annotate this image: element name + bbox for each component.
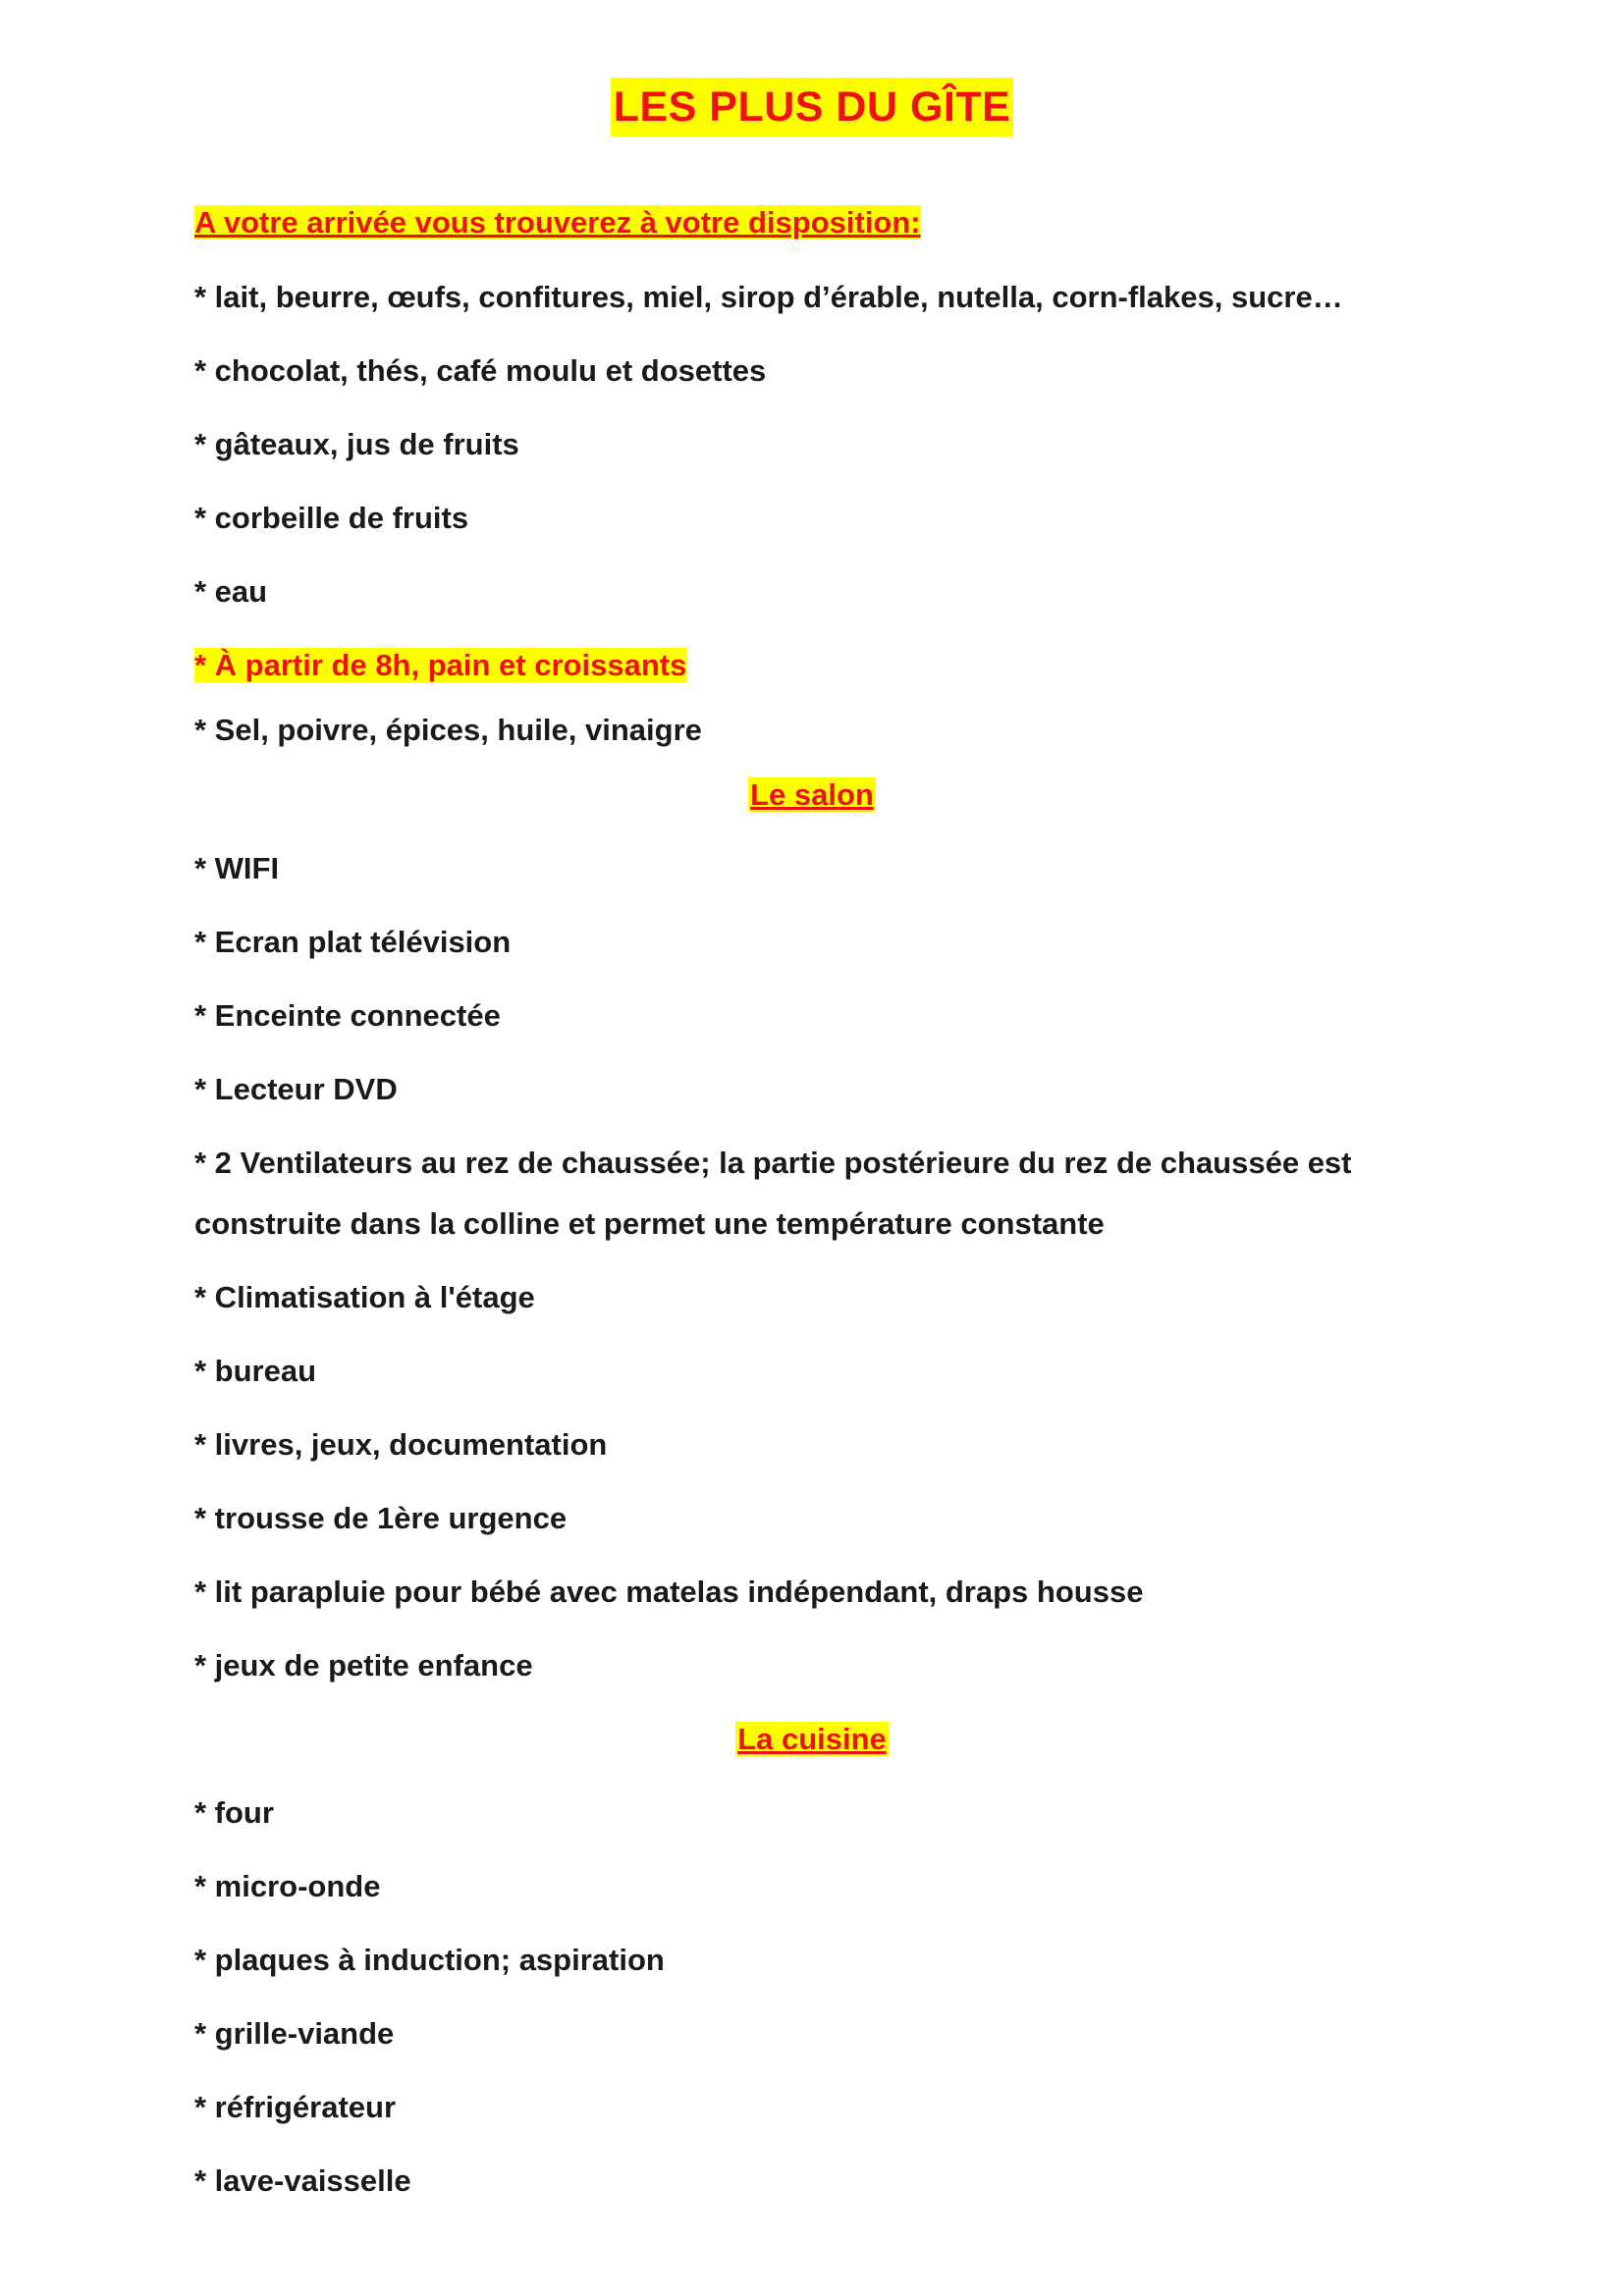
- arrival-heading-text: A votre arrivée vous trouverez à votre disposition:: [194, 205, 921, 240]
- salon-item: * bureau: [194, 1354, 317, 1388]
- salon-heading-text: Le salon: [750, 777, 874, 812]
- cuisine-heading: [0, 1720, 1624, 1759]
- salon-item-continuation: construite dans la colline et permet une température constante: [194, 1206, 1105, 1241]
- salon-item: * lit parapluie pour bébé avec matelas indépendant, draps housse: [194, 1575, 1144, 1609]
- arrival-item: * gâteaux, jus de fruits: [194, 427, 519, 461]
- salon-heading: [0, 775, 1624, 815]
- title-wrapper: [0, 78, 1624, 136]
- salon-item: * Enceinte connectée: [194, 998, 501, 1033]
- cuisine-heading-text: La cuisine: [737, 1722, 887, 1756]
- salon-item: * Ecran plat télévision: [194, 925, 512, 959]
- arrival-item: * Sel, poivre, épices, huile, vinaigre: [194, 713, 702, 747]
- arrival-item: * chocolat, thés, café moulu et dosettes: [194, 353, 767, 388]
- salon-item: * Climatisation à l'étage: [194, 1280, 535, 1314]
- cuisine-item: * plaques à induction; aspiration: [194, 1943, 665, 1977]
- arrival-heading: [194, 203, 921, 242]
- cuisine-item: * micro-onde: [194, 1869, 381, 1903]
- cuisine-item: * four: [194, 1795, 274, 1830]
- cuisine-item: * grille-viande: [194, 2016, 395, 2051]
- arrival-item: * lait, beurre, œufs, confitures, miel, sirop d’érable, nutella, corn-flakes, sucre…: [194, 280, 1343, 314]
- cuisine-item: * réfrigérateur: [194, 2090, 397, 2124]
- salon-item: * 2 Ventilateurs au rez de chaussée; la partie postérieure du rez de chaussée est: [194, 1146, 1352, 1180]
- salon-item: * jeux de petite enfance: [194, 1648, 533, 1682]
- salon-item: * livres, jeux, documentation: [194, 1427, 608, 1462]
- arrival-item: * corbeille de fruits: [194, 501, 469, 535]
- arrival-item: * eau: [194, 574, 268, 609]
- salon-item: * WIFI: [194, 851, 280, 885]
- salon-item: * Lecteur DVD: [194, 1072, 398, 1106]
- arrival-highlight-item: [194, 646, 686, 685]
- salon-item: * trousse de 1ère urgence: [194, 1501, 568, 1535]
- arrival-highlight-text: * À partir de 8h, pain et croissants: [194, 648, 687, 682]
- cuisine-item: * lave-vaisselle: [194, 2163, 411, 2198]
- page-title: LES PLUS DU GÎTE: [611, 78, 1014, 136]
